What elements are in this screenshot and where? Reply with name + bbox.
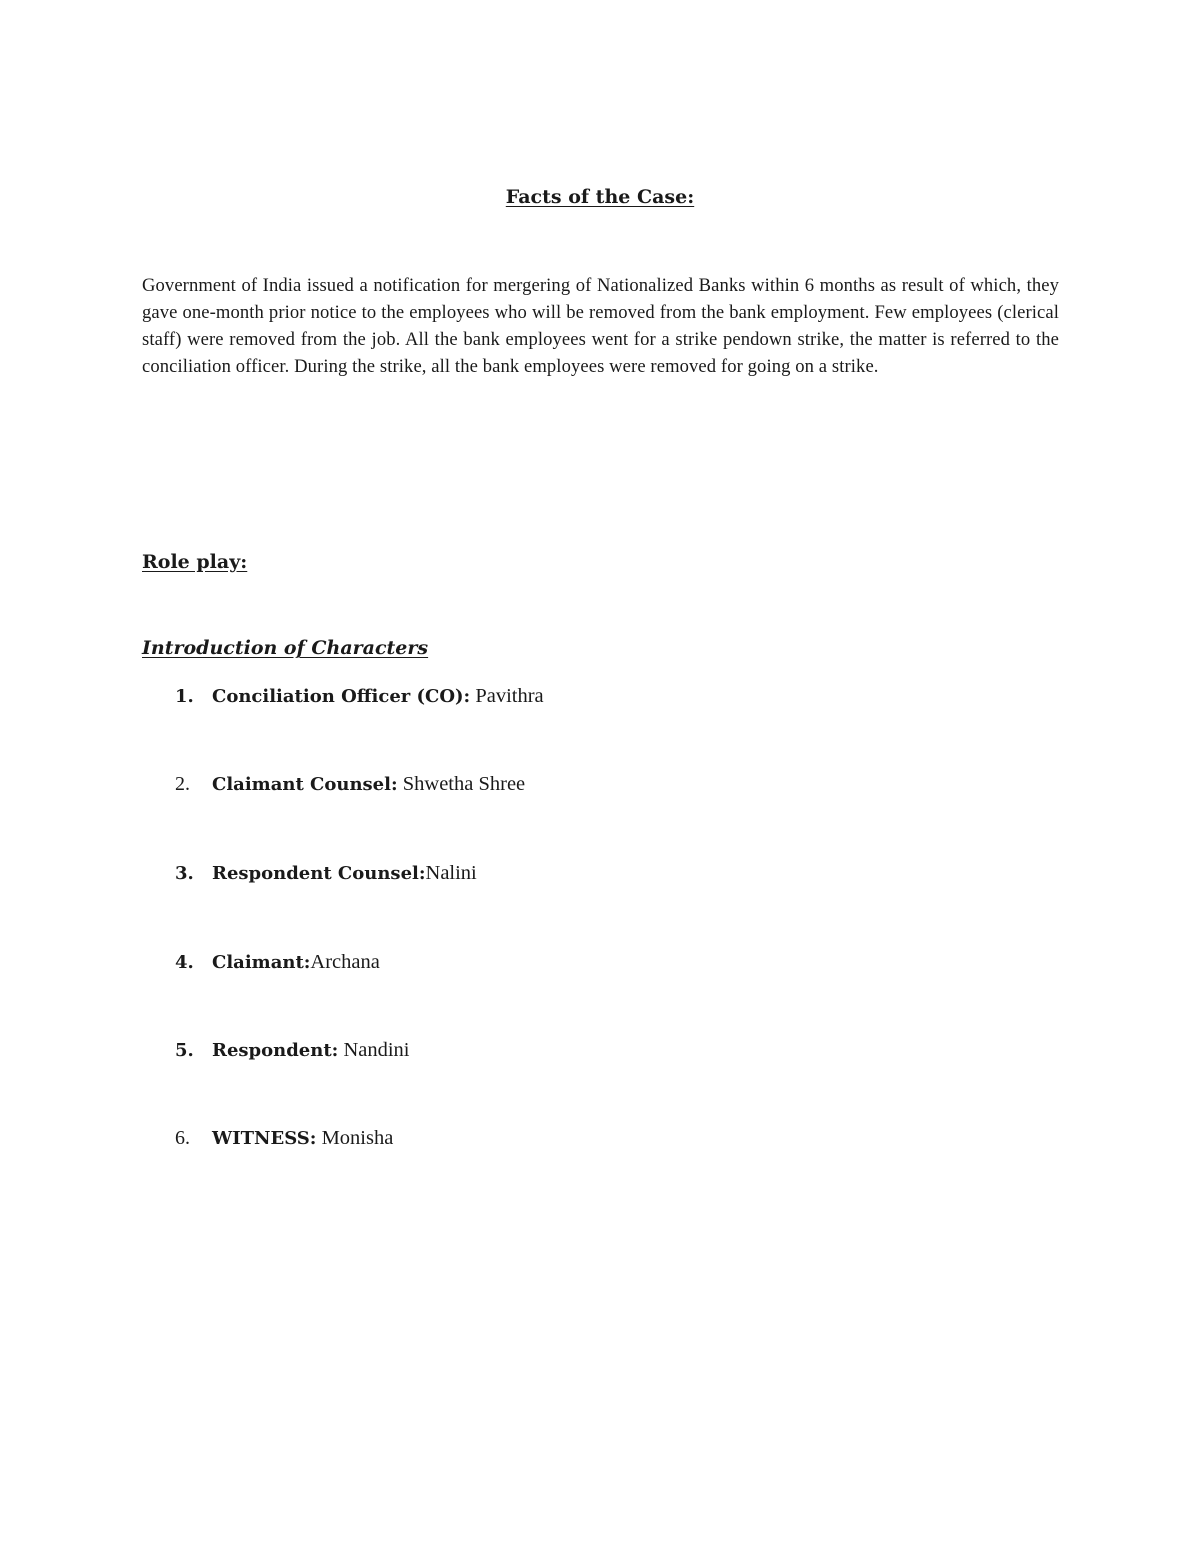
facts-paragraph: Government of India issued a notification for mergering of Nationalized Banks within 6 months as result of which, they gave one-month prior notice to the employees who will be removed from the bank employment. Few employees (clerical staff) were removed from the job. All the bank employees went for a strike pendown strike, the matter is referred to the conciliation officer. During the strike, all the bank employees were removed for going on a strike. bbox=[142, 275, 1059, 377]
character-name: Nandini bbox=[338, 1039, 410, 1061]
character-name: Archana bbox=[310, 951, 380, 973]
character-number: 2. bbox=[175, 773, 190, 795]
character-item bbox=[175, 1125, 393, 1151]
character-number: 4. bbox=[175, 952, 194, 973]
character-item bbox=[175, 949, 380, 975]
character-number: 6. bbox=[175, 1127, 190, 1149]
character-role: Claimant Counsel: bbox=[212, 774, 398, 795]
character-role: Claimant: bbox=[212, 952, 311, 973]
character-name: Monisha bbox=[316, 1127, 394, 1149]
character-role: Respondent Counsel: bbox=[212, 863, 426, 884]
character-name: Pavithra bbox=[470, 685, 544, 707]
character-name: Shwetha Shree bbox=[397, 773, 526, 795]
facts-heading: Facts of the Case: bbox=[505, 186, 695, 208]
role-play-heading: Role play: bbox=[142, 551, 248, 573]
character-role: WITNESS: bbox=[212, 1128, 317, 1149]
character-number: 1. bbox=[175, 686, 194, 707]
character-role: Conciliation Officer (CO): bbox=[212, 686, 471, 707]
character-number: 5. bbox=[175, 1040, 194, 1061]
introduction-heading: Introduction of Characters bbox=[142, 637, 429, 659]
character-item bbox=[175, 1037, 409, 1063]
character-item bbox=[175, 683, 544, 709]
character-name: Nalini bbox=[425, 862, 477, 884]
character-item bbox=[175, 771, 525, 797]
character-number: 3. bbox=[175, 863, 194, 884]
character-item bbox=[175, 860, 477, 886]
character-role: Respondent: bbox=[212, 1040, 339, 1061]
